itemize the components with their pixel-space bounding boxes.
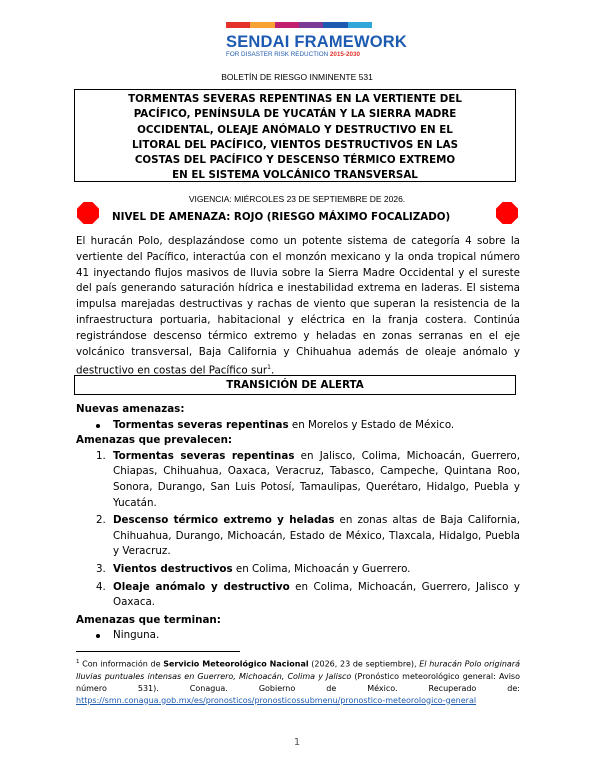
title-line: LITORAL DEL PACÍFICO, VIENTOS DESTRUCTIVOS EN LAS bbox=[131, 138, 459, 151]
prevailing-threats-heading: Amenazas que prevalecen: bbox=[76, 434, 233, 447]
list-item: 4. Oleaje anómalo y destructivo en Colima, Michoacán, Guerrero, Jalisco y Oaxaca. bbox=[96, 580, 520, 609]
logo-bar-segment bbox=[323, 22, 347, 28]
logo-title: SENDAI FRAMEWORK bbox=[226, 33, 408, 51]
page-number: 1 bbox=[293, 737, 301, 748]
bullet-icon bbox=[96, 424, 100, 428]
title-line: TORMENTAS SEVERAS REPENTINAS EN LA VERTIENTE DEL bbox=[128, 93, 462, 105]
ending-threats-list bbox=[76, 628, 520, 644]
logo-bar-segment bbox=[275, 22, 299, 28]
title-line: EN EL SISTEMA VOLCÁNICO TRANSVERSAL bbox=[172, 169, 418, 182]
title-line: PACÍFICO, PENÍNSULA DE YUCATÁN Y LA SIERRA MADRE bbox=[133, 108, 457, 121]
sendai-framework-logo bbox=[226, 22, 408, 59]
alert-transition-section bbox=[76, 402, 520, 644]
footnote: $^1$ Con información de Servicio Meteorológico Nacional (2026, 23 de septiembre), El huracán Polo originará lluvias puntuales intensas en Guerrero, Michoacán, Colima y Jalisco (Pronóstico meteorológico general: Aviso número 531). Conagua. Gobierno de México. Recuperado de: https://smn.conagua.gob.mx/es/pronosticos/pronosticossubmenu/pronostico-meteorologico-general bbox=[76, 659, 520, 705]
list-item: Ninguna. bbox=[76, 628, 520, 644]
list-item: 1. Tormentas severas repentinas en Jalisco, Colima, Michoacán, Guerrero, Chiapas, Chihuahua, Oaxaca, Veracruz, Tabasco, Campeche, Quintana Roo, Sonora, Durango, San Luis Potosí, Tamaulipas, Querétaro, Hidalgo, Puebla y Yucatán. bbox=[96, 449, 520, 509]
logo-bar-segment bbox=[250, 22, 274, 28]
logo-color-bar bbox=[226, 22, 372, 28]
title-line: COSTAS DEL PACÍFICO Y DESCENSO TÉRMICO EXTREMO bbox=[134, 154, 456, 167]
prevailing-threats-list bbox=[76, 449, 520, 611]
bullet-icon bbox=[96, 634, 100, 638]
bulletin-title-box bbox=[74, 89, 516, 182]
list-item: 2. Descenso térmico extremo y heladas en zonas altas de Baja California, Chihuahua, Durango, Michoacán, Estado de México, Tlaxcala, Hidalgo, Puebla y Veracruz. bbox=[96, 514, 521, 558]
footnote-reference[interactable]: 1 bbox=[267, 364, 271, 372]
title-line: OCCIDENTAL, OLEAJE ANÓMALO Y DESTRUCTIVO EN EL bbox=[137, 123, 453, 136]
source-link[interactable]: https://smn.conagua.gob.mx/es/pronosticos/pronosticossubmenu/pronostico-meteorologico-general bbox=[76, 695, 477, 705]
situation-paragraph: El huracán Polo, desplazándose como un potente sistema de categoría 4 sobre la vertiente del Pacífico, interactúa con el monzón mexicano y la onda tropical número 41 inyectando flujos masivos de lluvia sobre la Sierra Madre Occidental y el sureste del país generando saturación hídrica e inestabilidad extrema en laderas. El sistema impulsa marejadas destructivas y rachas de viento que superan la resistencia de la infraestructura portuaria, habitacional y eléctrica en la franja costera. Continúa registrándose descenso térmico extremo y heladas en zonas serranas en el eje volcánico transversal, Baja California y Chihuahua además de oleaje anómalo y destructivo en costas del Pacífico sur$^1$. bbox=[76, 235, 520, 377]
bulletin-number: BOLETÍN DE RIESGO INMINENTE 531 bbox=[221, 72, 373, 82]
logo-subtitle: FOR DISASTER RISK REDUCTION 2015-2030 bbox=[226, 51, 361, 58]
logo-bar-segment bbox=[348, 22, 372, 28]
threat-level: NIVEL DE AMENAZA: ROJO (RIESGO MÁXIMO FOCALIZADO) bbox=[112, 211, 451, 223]
list-item: 3. Vientos destructivos en Colima, Michoacán y Guerrero. bbox=[96, 562, 411, 575]
alert-transition-heading: TRANSICIÓN DE ALERTA bbox=[74, 375, 516, 395]
validity-date: VIGENCIA: MIÉRCOLES 23 DE SEPTIEMBRE DE 2026. bbox=[188, 194, 406, 204]
logo-bar-segment bbox=[226, 22, 250, 28]
logo-bar-segment bbox=[299, 22, 323, 28]
ending-threats-heading: Amenazas que terminan: bbox=[76, 613, 221, 626]
red-alert-octagon-icon bbox=[77, 202, 99, 224]
red-alert-octagon-icon bbox=[496, 202, 518, 224]
list-item: Tormentas severas repentinas en Morelos y Estado de México. bbox=[76, 418, 520, 434]
new-threats-heading: Nuevas amenazas: bbox=[76, 403, 185, 415]
new-threats-list bbox=[76, 418, 520, 434]
footnote-separator bbox=[76, 651, 240, 652]
